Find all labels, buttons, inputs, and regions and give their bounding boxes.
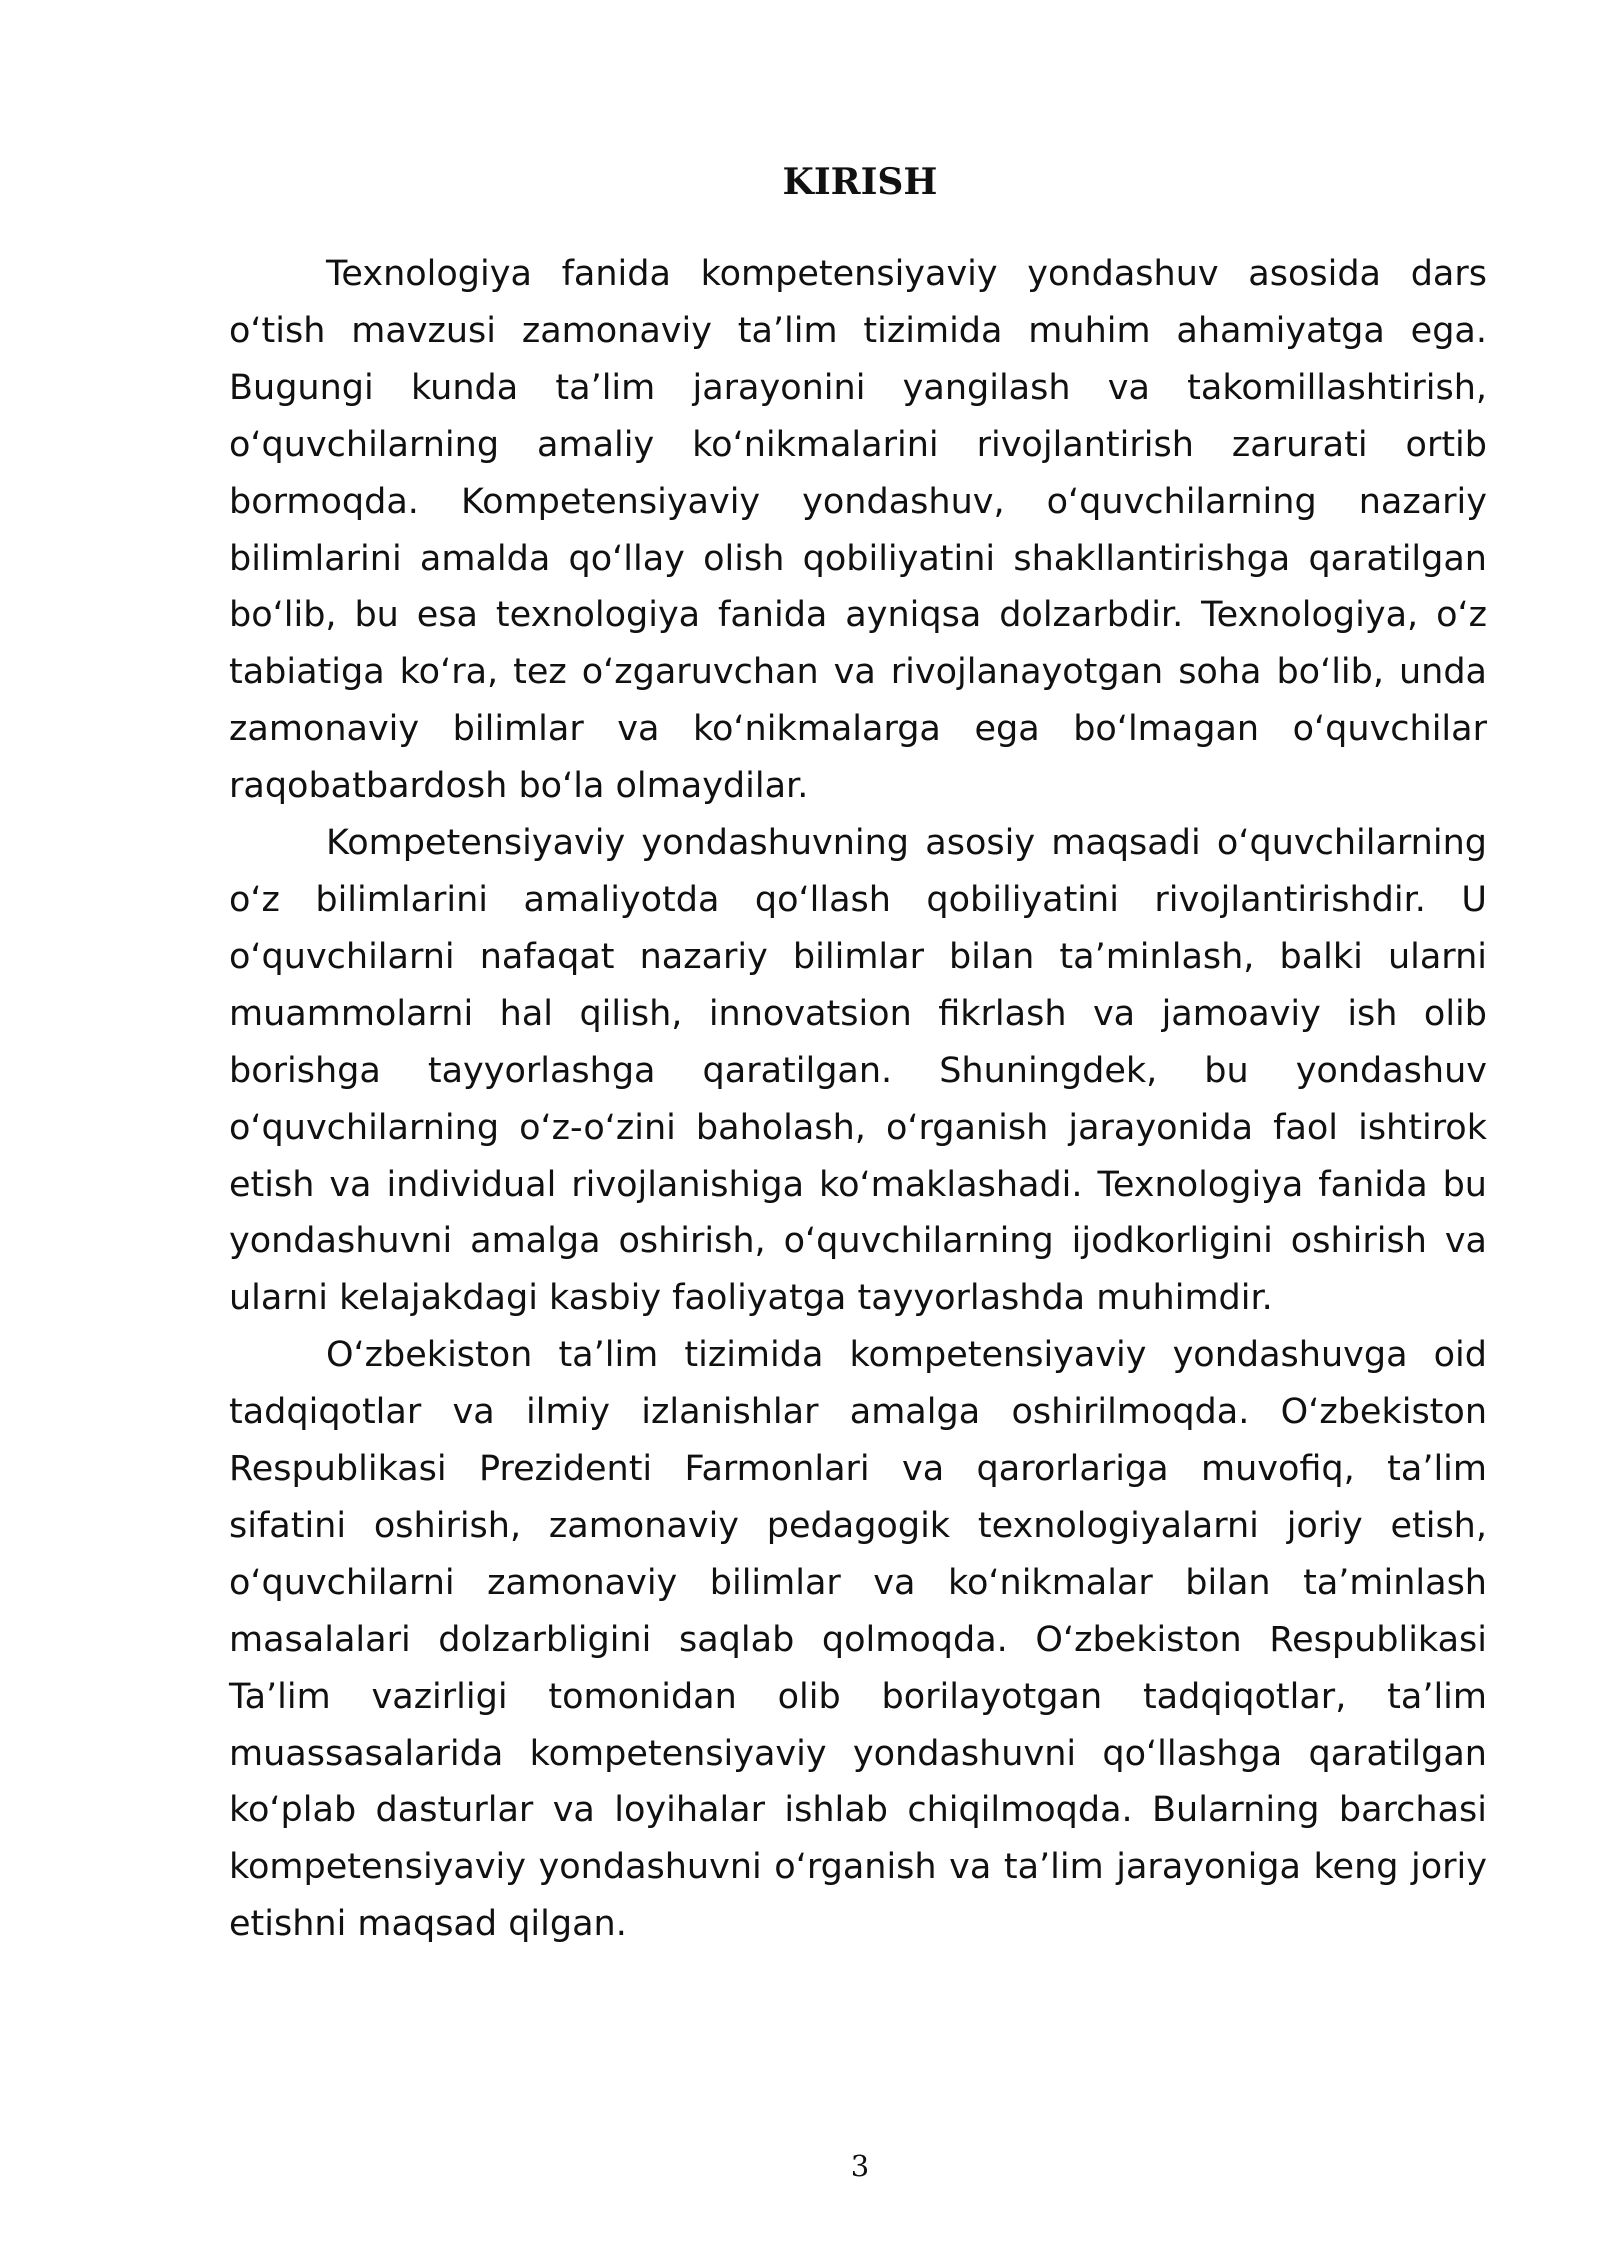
page-number: 3	[850, 2149, 870, 2183]
body-text	[229, 246, 1487, 1953]
paragraph-2: Kompetensiyaviy yondashuvning asosiy maqsadi oʻquvchilarning oʻz bilimlarini amaliyotda qoʻllash qobiliyatini rivojlantirishdir. U oʻquvchilarni nafaqat nazariy bilimlar bilan taʼminlash, balki ularni muammolarni hal qilish, innovatsion fikrlash va jamoaviy ish olib borishga tayyorlashga qaratilgan. Shuningdek, bu yondashuv oʻquvchilarning oʻz-oʻzini baholash, oʻrganish jarayonida faol ishtirok etish va individual rivojlanishiga koʻmaklashadi. Texnologiya fanida bu yondashuvni amalga oshirish, oʻquvchilarning ijodkorligini oshirish va ularni kelajakdagi kasbiy faoliyatga tayyorlashda muhimdir.	[229, 823, 1487, 1319]
paragraph-3: Oʻzbekiston taʼlim tizimida kompetensiyaviy yondashuvga oid tadqiqotlar va ilmiy izlanishlar amalga oshirilmoqda. Oʻzbekiston Respublikasi Prezidenti Farmonlari va qarorlariga muvofiq, taʼlim sifatini oshirish, zamonaviy pedagogik texnologiyalarni joriy etish, oʻquvchilarni zamonaviy bilimlar va koʻnikmalar bilan taʼminlash masalalari dolzarbligini saqlab qolmoqda. Oʻzbekiston Respublikasi Taʼlim vazirligi tomonidan olib borilayotgan tadqiqotlar, taʼlim muassasalarida kompetensiyaviy yondashuvni qoʻllashga qaratilgan koʻplab dasturlar va loyihalar ishlab chiqilmoqda. Bularning barchasi kompetensiyaviy yondashuvni oʻrganish va taʼlim jarayoniga keng joriy etishni maqsad qilgan.	[229, 1335, 1487, 1945]
page-title: KIRISH	[782, 161, 938, 203]
paragraph-1: Texnologiya fanida kompetensiyaviy yondashuv asosida dars oʻtish mavzusi zamonaviy taʼlim tizimida muhim ahamiyatga ega. Bugungi kunda taʼlim jarayonini yangilash va takomillashtirish, oʻquvchilarning amaliy koʻnikmalarini rivojlantirish zarurati ortib bormoqda. Kompetensiyaviy yondashuv, oʻquvchilarning nazariy bilimlarini amalda qoʻllay olish qobiliyatini shakllantirishga qaratilgan boʻlib, bu esa texnologiya fanida ayniqsa dolzarbdir. Texnologiya, oʻz tabiatiga koʻra, tez oʻzgaruvchan va rivojlanayotgan soha boʻlib, unda zamonaviy bilimlar va koʻnikmalarga ega boʻlmagan oʻquvchilar raqobatbardosh boʻla olmaydilar.	[229, 254, 1487, 807]
